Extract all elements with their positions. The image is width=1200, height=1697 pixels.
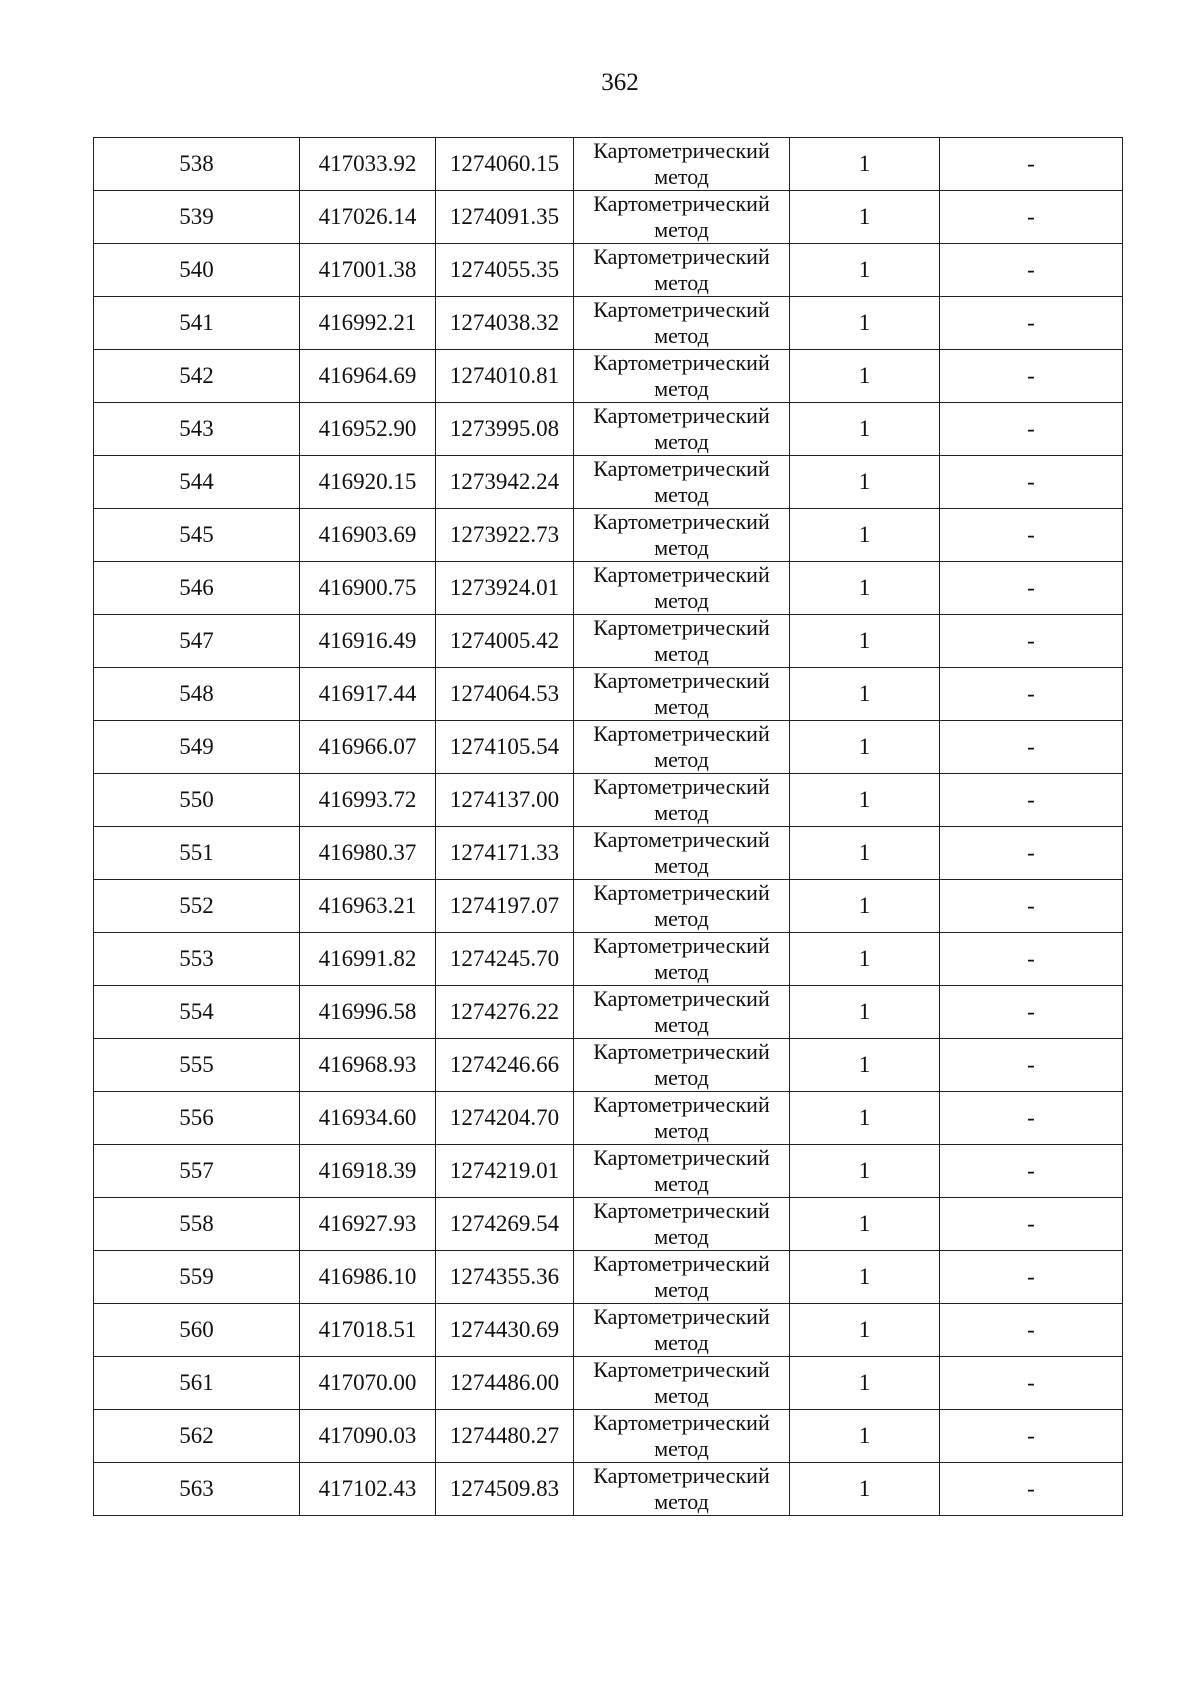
method-line-1: Картометрический: [593, 1198, 770, 1223]
method-line-2: метод: [654, 217, 709, 242]
accuracy-cell: 1: [790, 1145, 940, 1198]
point-number-cell: 558: [94, 1198, 300, 1251]
note-cell: -: [940, 1145, 1123, 1198]
note-cell: -: [940, 244, 1123, 297]
point-number-cell: 543: [94, 403, 300, 456]
method-cell: [574, 1463, 790, 1516]
method-cell: [574, 1410, 790, 1463]
table-row: [94, 297, 1123, 350]
method-line-2: метод: [654, 694, 709, 719]
method-cell: [574, 297, 790, 350]
method-line-1: Картометрический: [593, 1092, 770, 1117]
method-line-2: метод: [654, 1383, 709, 1408]
table-row: [94, 509, 1123, 562]
note-cell: -: [940, 562, 1123, 615]
accuracy-cell: 1: [790, 244, 940, 297]
method-cell: [574, 827, 790, 880]
y-coordinate-cell: 1274197.07: [436, 880, 574, 933]
point-number-cell: 547: [94, 615, 300, 668]
method-line-2: метод: [654, 1171, 709, 1196]
x-coordinate-cell: 416968.93: [300, 1039, 436, 1092]
x-coordinate-cell: 416920.15: [300, 456, 436, 509]
x-coordinate-cell: 417033.92: [300, 138, 436, 191]
method-cell: [574, 1198, 790, 1251]
method-cell: [574, 509, 790, 562]
x-coordinate-cell: 417090.03: [300, 1410, 436, 1463]
y-coordinate-cell: 1274509.83: [436, 1463, 574, 1516]
y-coordinate-cell: 1274245.70: [436, 933, 574, 986]
note-cell: -: [940, 1092, 1123, 1145]
note-cell: -: [940, 933, 1123, 986]
method-line-1: Картометрический: [593, 191, 770, 216]
table-row: [94, 1092, 1123, 1145]
method-line-2: метод: [654, 1118, 709, 1143]
point-number-cell: 548: [94, 668, 300, 721]
point-number-cell: 561: [94, 1357, 300, 1410]
table-row: [94, 933, 1123, 986]
accuracy-cell: 1: [790, 138, 940, 191]
method-line-1: Картометрический: [593, 774, 770, 799]
point-number-cell: 559: [94, 1251, 300, 1304]
y-coordinate-cell: 1273924.01: [436, 562, 574, 615]
table-row: [94, 1304, 1123, 1357]
point-number-cell: 551: [94, 827, 300, 880]
note-cell: -: [940, 1463, 1123, 1516]
y-coordinate-cell: 1274219.01: [436, 1145, 574, 1198]
point-number-cell: 553: [94, 933, 300, 986]
accuracy-cell: 1: [790, 297, 940, 350]
point-number-cell: 540: [94, 244, 300, 297]
x-coordinate-cell: 416966.07: [300, 721, 436, 774]
method-cell: [574, 1092, 790, 1145]
method-line-2: метод: [654, 641, 709, 666]
x-coordinate-cell: 416903.69: [300, 509, 436, 562]
y-coordinate-cell: 1274038.32: [436, 297, 574, 350]
note-cell: -: [940, 1198, 1123, 1251]
method-cell: [574, 191, 790, 244]
accuracy-cell: 1: [790, 774, 940, 827]
point-number-cell: 563: [94, 1463, 300, 1516]
point-number-cell: 560: [94, 1304, 300, 1357]
y-coordinate-cell: 1274246.66: [436, 1039, 574, 1092]
accuracy-cell: 1: [790, 721, 940, 774]
table-row: [94, 1463, 1123, 1516]
point-number-cell: 544: [94, 456, 300, 509]
point-number-cell: 557: [94, 1145, 300, 1198]
method-cell: [574, 1304, 790, 1357]
x-coordinate-cell: 416952.90: [300, 403, 436, 456]
method-line-2: метод: [654, 1277, 709, 1302]
point-number-cell: 550: [94, 774, 300, 827]
accuracy-cell: 1: [790, 1198, 940, 1251]
table-row: [94, 774, 1123, 827]
method-line-2: метод: [654, 535, 709, 560]
table-row: [94, 668, 1123, 721]
x-coordinate-cell: 416980.37: [300, 827, 436, 880]
method-line-2: метод: [654, 959, 709, 984]
x-coordinate-cell: 416934.60: [300, 1092, 436, 1145]
point-number-cell: 549: [94, 721, 300, 774]
accuracy-cell: 1: [790, 880, 940, 933]
method-line-1: Картометрический: [593, 986, 770, 1011]
method-line-2: метод: [654, 853, 709, 878]
method-cell: [574, 138, 790, 191]
table-row: [94, 191, 1123, 244]
method-cell: [574, 1145, 790, 1198]
method-cell: [574, 350, 790, 403]
method-line-1: Картометрический: [593, 1145, 770, 1170]
method-line-2: метод: [654, 747, 709, 772]
method-cell: [574, 403, 790, 456]
y-coordinate-cell: 1274064.53: [436, 668, 574, 721]
method-line-1: Картометрический: [593, 1039, 770, 1064]
x-coordinate-cell: 417026.14: [300, 191, 436, 244]
y-coordinate-cell: 1274060.15: [436, 138, 574, 191]
note-cell: -: [940, 138, 1123, 191]
accuracy-cell: 1: [790, 615, 940, 668]
coordinates-table-body: [94, 138, 1123, 1516]
table-row: [94, 1145, 1123, 1198]
point-number-cell: 541: [94, 297, 300, 350]
method-line-2: метод: [654, 906, 709, 931]
method-line-2: метод: [654, 1489, 709, 1514]
note-cell: -: [940, 191, 1123, 244]
method-cell: [574, 1039, 790, 1092]
y-coordinate-cell: 1274105.54: [436, 721, 574, 774]
x-coordinate-cell: 417001.38: [300, 244, 436, 297]
point-number-cell: 552: [94, 880, 300, 933]
method-line-1: Картометрический: [593, 244, 770, 269]
accuracy-cell: 1: [790, 191, 940, 244]
table-row: [94, 986, 1123, 1039]
y-coordinate-cell: 1274486.00: [436, 1357, 574, 1410]
method-line-2: метод: [654, 1224, 709, 1249]
accuracy-cell: 1: [790, 1039, 940, 1092]
table-row: [94, 244, 1123, 297]
x-coordinate-cell: 416996.58: [300, 986, 436, 1039]
x-coordinate-cell: 416963.21: [300, 880, 436, 933]
table-row: [94, 350, 1123, 403]
accuracy-cell: 1: [790, 1304, 940, 1357]
method-line-1: Картометрический: [593, 827, 770, 852]
method-cell: [574, 244, 790, 297]
accuracy-cell: 1: [790, 1251, 940, 1304]
point-number-cell: 554: [94, 986, 300, 1039]
note-cell: -: [940, 827, 1123, 880]
x-coordinate-cell: 416992.21: [300, 297, 436, 350]
method-cell: [574, 1357, 790, 1410]
x-coordinate-cell: 416991.82: [300, 933, 436, 986]
note-cell: -: [940, 297, 1123, 350]
note-cell: -: [940, 668, 1123, 721]
point-number-cell: 545: [94, 509, 300, 562]
table-row: [94, 1357, 1123, 1410]
x-coordinate-cell: 416918.39: [300, 1145, 436, 1198]
method-line-1: Картометрический: [593, 1304, 770, 1329]
table-row: [94, 827, 1123, 880]
y-coordinate-cell: 1274480.27: [436, 1410, 574, 1463]
note-cell: -: [940, 880, 1123, 933]
method-cell: [574, 668, 790, 721]
table-row: [94, 1251, 1123, 1304]
x-coordinate-cell: 416916.49: [300, 615, 436, 668]
method-line-1: Картометрический: [593, 456, 770, 481]
accuracy-cell: 1: [790, 1463, 940, 1516]
y-coordinate-cell: 1274430.69: [436, 1304, 574, 1357]
accuracy-cell: 1: [790, 827, 940, 880]
method-line-1: Картометрический: [593, 1251, 770, 1276]
method-line-2: метод: [654, 429, 709, 454]
method-cell: [574, 615, 790, 668]
point-number-cell: 542: [94, 350, 300, 403]
method-line-1: Картометрический: [593, 138, 770, 163]
accuracy-cell: 1: [790, 668, 940, 721]
accuracy-cell: 1: [790, 933, 940, 986]
method-line-1: Картометрический: [593, 880, 770, 905]
method-line-1: Картометрический: [593, 1463, 770, 1488]
coordinates-table: [93, 137, 1123, 1516]
note-cell: -: [940, 1304, 1123, 1357]
x-coordinate-cell: 417102.43: [300, 1463, 436, 1516]
table-row: [94, 562, 1123, 615]
table-row: [94, 721, 1123, 774]
table-row: [94, 403, 1123, 456]
method-cell: [574, 1251, 790, 1304]
accuracy-cell: 1: [790, 1092, 940, 1145]
method-cell: [574, 774, 790, 827]
point-number-cell: 555: [94, 1039, 300, 1092]
x-coordinate-cell: 416927.93: [300, 1198, 436, 1251]
y-coordinate-cell: 1274171.33: [436, 827, 574, 880]
y-coordinate-cell: 1274355.36: [436, 1251, 574, 1304]
method-line-1: Картометрический: [593, 1357, 770, 1382]
accuracy-cell: 1: [790, 403, 940, 456]
accuracy-cell: 1: [790, 456, 940, 509]
x-coordinate-cell: 416964.69: [300, 350, 436, 403]
table-row: [94, 1039, 1123, 1092]
accuracy-cell: 1: [790, 986, 940, 1039]
method-line-2: метод: [654, 588, 709, 613]
method-line-1: Картометрический: [593, 668, 770, 693]
method-line-1: Картометрический: [593, 562, 770, 587]
method-line-2: метод: [654, 482, 709, 507]
table-row: [94, 1198, 1123, 1251]
accuracy-cell: 1: [790, 509, 940, 562]
note-cell: -: [940, 721, 1123, 774]
table-row: [94, 615, 1123, 668]
method-cell: [574, 880, 790, 933]
point-number-cell: 538: [94, 138, 300, 191]
method-line-2: метод: [654, 323, 709, 348]
method-cell: [574, 562, 790, 615]
x-coordinate-cell: 416900.75: [300, 562, 436, 615]
note-cell: -: [940, 403, 1123, 456]
note-cell: -: [940, 986, 1123, 1039]
x-coordinate-cell: 417018.51: [300, 1304, 436, 1357]
y-coordinate-cell: 1273942.24: [436, 456, 574, 509]
method-line-1: Картометрический: [593, 297, 770, 322]
point-number-cell: 539: [94, 191, 300, 244]
note-cell: -: [940, 1410, 1123, 1463]
y-coordinate-cell: 1273922.73: [436, 509, 574, 562]
x-coordinate-cell: 416917.44: [300, 668, 436, 721]
method-cell: [574, 456, 790, 509]
method-line-2: метод: [654, 164, 709, 189]
table-row: [94, 880, 1123, 933]
accuracy-cell: 1: [790, 1357, 940, 1410]
accuracy-cell: 1: [790, 350, 940, 403]
y-coordinate-cell: 1273995.08: [436, 403, 574, 456]
point-number-cell: 546: [94, 562, 300, 615]
method-cell: [574, 986, 790, 1039]
y-coordinate-cell: 1274137.00: [436, 774, 574, 827]
method-cell: [574, 933, 790, 986]
method-line-2: метод: [654, 270, 709, 295]
point-number-cell: 556: [94, 1092, 300, 1145]
y-coordinate-cell: 1274276.22: [436, 986, 574, 1039]
method-line-2: метод: [654, 1065, 709, 1090]
note-cell: -: [940, 1039, 1123, 1092]
accuracy-cell: 1: [790, 562, 940, 615]
method-line-2: метод: [654, 1330, 709, 1355]
method-line-2: метод: [654, 376, 709, 401]
table-row: [94, 1410, 1123, 1463]
note-cell: -: [940, 615, 1123, 668]
table-row: [94, 138, 1123, 191]
method-line-1: Картометрический: [593, 403, 770, 428]
method-line-2: метод: [654, 1012, 709, 1037]
y-coordinate-cell: 1274010.81: [436, 350, 574, 403]
x-coordinate-cell: 417070.00: [300, 1357, 436, 1410]
note-cell: -: [940, 1251, 1123, 1304]
method-line-2: метод: [654, 800, 709, 825]
y-coordinate-cell: 1274204.70: [436, 1092, 574, 1145]
page-number: 362: [601, 69, 639, 96]
y-coordinate-cell: 1274055.35: [436, 244, 574, 297]
note-cell: -: [940, 509, 1123, 562]
note-cell: -: [940, 774, 1123, 827]
method-line-1: Картометрический: [593, 615, 770, 640]
method-line-1: Картометрический: [593, 933, 770, 958]
y-coordinate-cell: 1274005.42: [436, 615, 574, 668]
note-cell: -: [940, 456, 1123, 509]
accuracy-cell: 1: [790, 1410, 940, 1463]
x-coordinate-cell: 416986.10: [300, 1251, 436, 1304]
y-coordinate-cell: 1274091.35: [436, 191, 574, 244]
method-cell: [574, 721, 790, 774]
method-line-1: Картометрический: [593, 509, 770, 534]
note-cell: -: [940, 350, 1123, 403]
table-row: [94, 456, 1123, 509]
method-line-1: Картометрический: [593, 1410, 770, 1435]
method-line-1: Картометрический: [593, 721, 770, 746]
point-number-cell: 562: [94, 1410, 300, 1463]
method-line-2: метод: [654, 1436, 709, 1461]
method-line-1: Картометрический: [593, 350, 770, 375]
x-coordinate-cell: 416993.72: [300, 774, 436, 827]
note-cell: -: [940, 1357, 1123, 1410]
y-coordinate-cell: 1274269.54: [436, 1198, 574, 1251]
